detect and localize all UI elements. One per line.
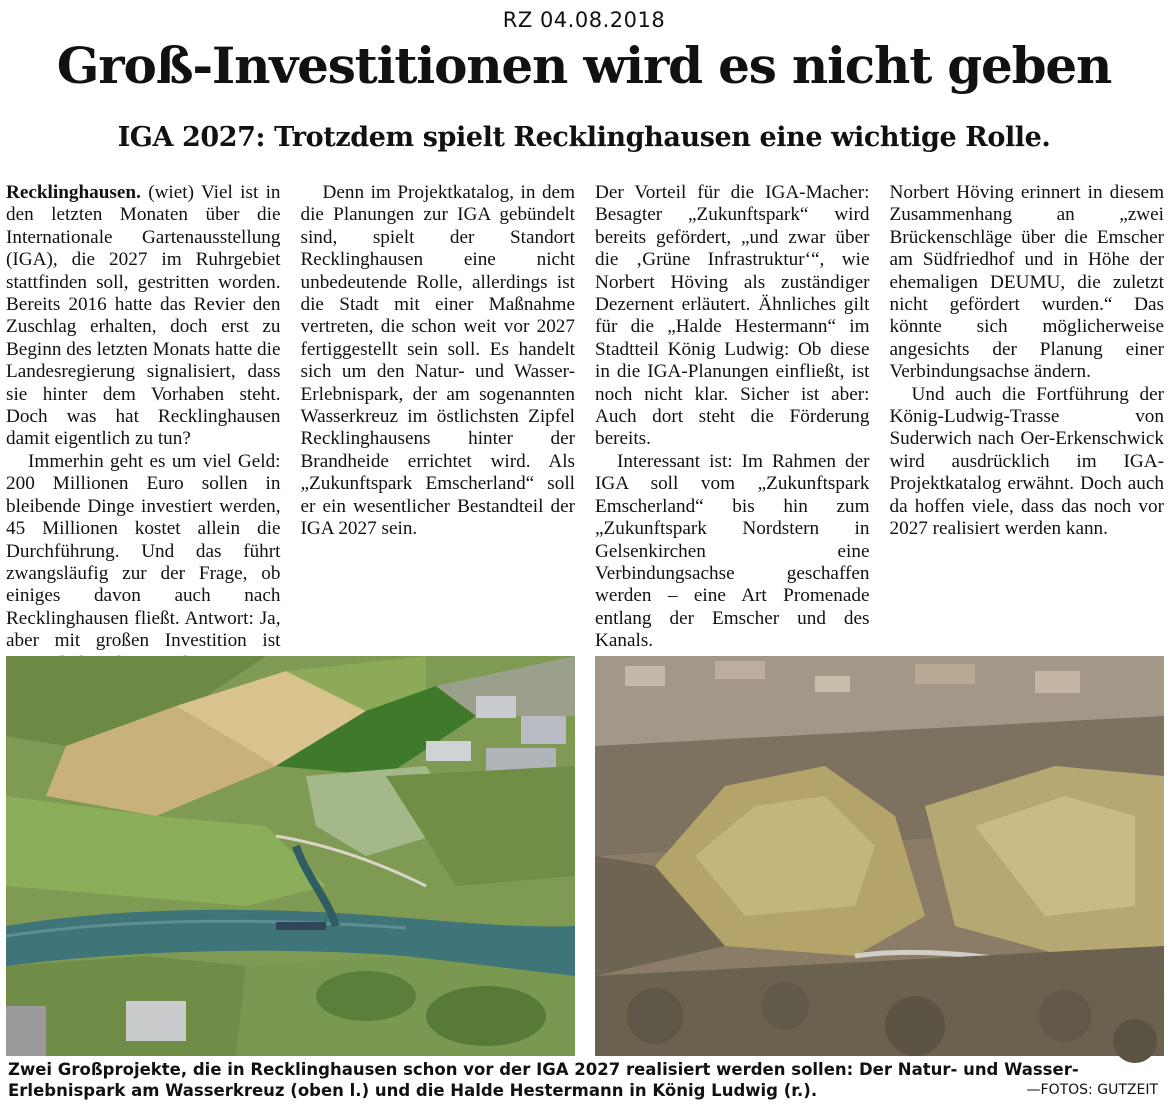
article-paragraph: Der Vorteil für die IGA-Macher: Besagter „Zukunftspark“ wird bereits gefördert, „und zwar über die ‚Grüne Infrastruktur‘“, wie Norbert Höving als zuständiger Dezernent erläutert. Ähnliches gilt für die „Halde Hestermann“ im Stadtteil König Ludwig: Ob diese in die IGA-Planungen einfließt, ist noch nicht klar. Sicher ist aber: Auch dort steht die Förderung bereits. bbox=[595, 182, 870, 450]
photo-credit: —FOTOS: GUTZEIT bbox=[1026, 1082, 1158, 1098]
photo-caption bbox=[8, 1059, 1164, 1101]
subheadline: IGA 2027: Trotzdem spielt Recklinghausen eine wichtige Rolle. bbox=[117, 122, 1051, 153]
caption-text: Zwei Großprojekte, die in Recklinghausen schon vor der IGA 2027 realisiert werden sollen: Der Natur- und Wasser-Erlebnispark am Wasserkreuz (oben l.) und die Halde Hestermann in König Ludwig (r.). bbox=[8, 1060, 1079, 1100]
dateline: Recklinghausen. bbox=[6, 182, 141, 203]
photo-halde-hestermann bbox=[595, 656, 1164, 1056]
article-paragraph: Immerhin geht es um viel Geld: 200 Millionen Euro sollen in bleibende Dinge investiert werden, 45 Millionen kostet allein die Durchführung. Und das führt zwangsläufig zur der Frage, ob einiges davon auch nach Recklinghausen fließt. Antwort: Ja, aber mit großen Investition ist bbox=[6, 450, 281, 652]
source-date: RZ 04.08.2018 bbox=[502, 8, 666, 32]
article-paragraph bbox=[6, 182, 281, 451]
photo-wasserkreuz bbox=[6, 656, 575, 1056]
article-column-3 bbox=[595, 182, 870, 675]
photo-row bbox=[0, 656, 1168, 1056]
article-body bbox=[6, 182, 1164, 652]
article-column-1 bbox=[6, 182, 281, 675]
article-paragraph: Denn im Projektkatalog, in dem die Planungen zur IGA gebündelt sind, spielt der Standort Recklinghausen eine nicht unbedeutende Rolle, allerdings ist die Stadt mit einer Maßnahme vertreten, die schon weit vor 2027 fertiggestellt sein soll. Es handelt sich um den Natur- und Wasser-Erlebnispark, der am sogenannten Wasserkreuz im östlichsten Zipfel Recklinghausens hinter der Brandheide errichtet wird. Als „Zukunftspark Emscherland“ soll er ein wesentlicher Bestandteil der IGA 2027 sein. bbox=[300, 182, 575, 540]
article-paragraph: Norbert Höving erinnert in diesem Zusammenhang an „zwei Brückenschläge über die Emscher am Südfriedhof und in Höhe der ehemaligen DEUMU, die zuletzt nicht gefördert wurden.“ Das könnte sich möglicherweise angesichts der Planung einer Verbindungsachse ändern. bbox=[889, 182, 1164, 383]
article-paragraph: Interessant ist: Im Rahmen der IGA soll vom „Zukunftspark Emscherland“ bis hin zum „Zukunftspark Nordstern in Gelsenkirchen eine Verbindungsachse geschaffen werden – eine Art Promenade entlang der Emscher und des Kanals. bbox=[595, 450, 870, 652]
paragraph-text: (wiet) Viel ist in den letzten Monaten über die Internationale Gartenausstellung (IGA), die 2027 im Ruhrgebiet stattfinden soll, gestritten worden. Bereits 2016 hatte das Revier den Zuschlag erhalten, doch erst zu Beginn des letzten Monats hatte die Landesregierung signalisiert, dass sie hinter dem Vorhaben steht. Doch was hat Recklinghausen damit eigentlich zu tun? bbox=[6, 182, 281, 450]
article-paragraph: Und auch die Fortführung der König-Ludwig-Trasse von Suderwich nach Oer-Erkenschwick wird ausdrücklich im IGA-Projektkatalog erwähnt. Doch auch da hoffen viele, dass das noch vor 2027 realisiert werden kann. bbox=[889, 383, 1164, 540]
headline: Groß-Investitionen wird es nicht geben bbox=[56, 36, 1112, 95]
article-column-4 bbox=[890, 182, 1165, 675]
article-column-2 bbox=[301, 182, 576, 675]
